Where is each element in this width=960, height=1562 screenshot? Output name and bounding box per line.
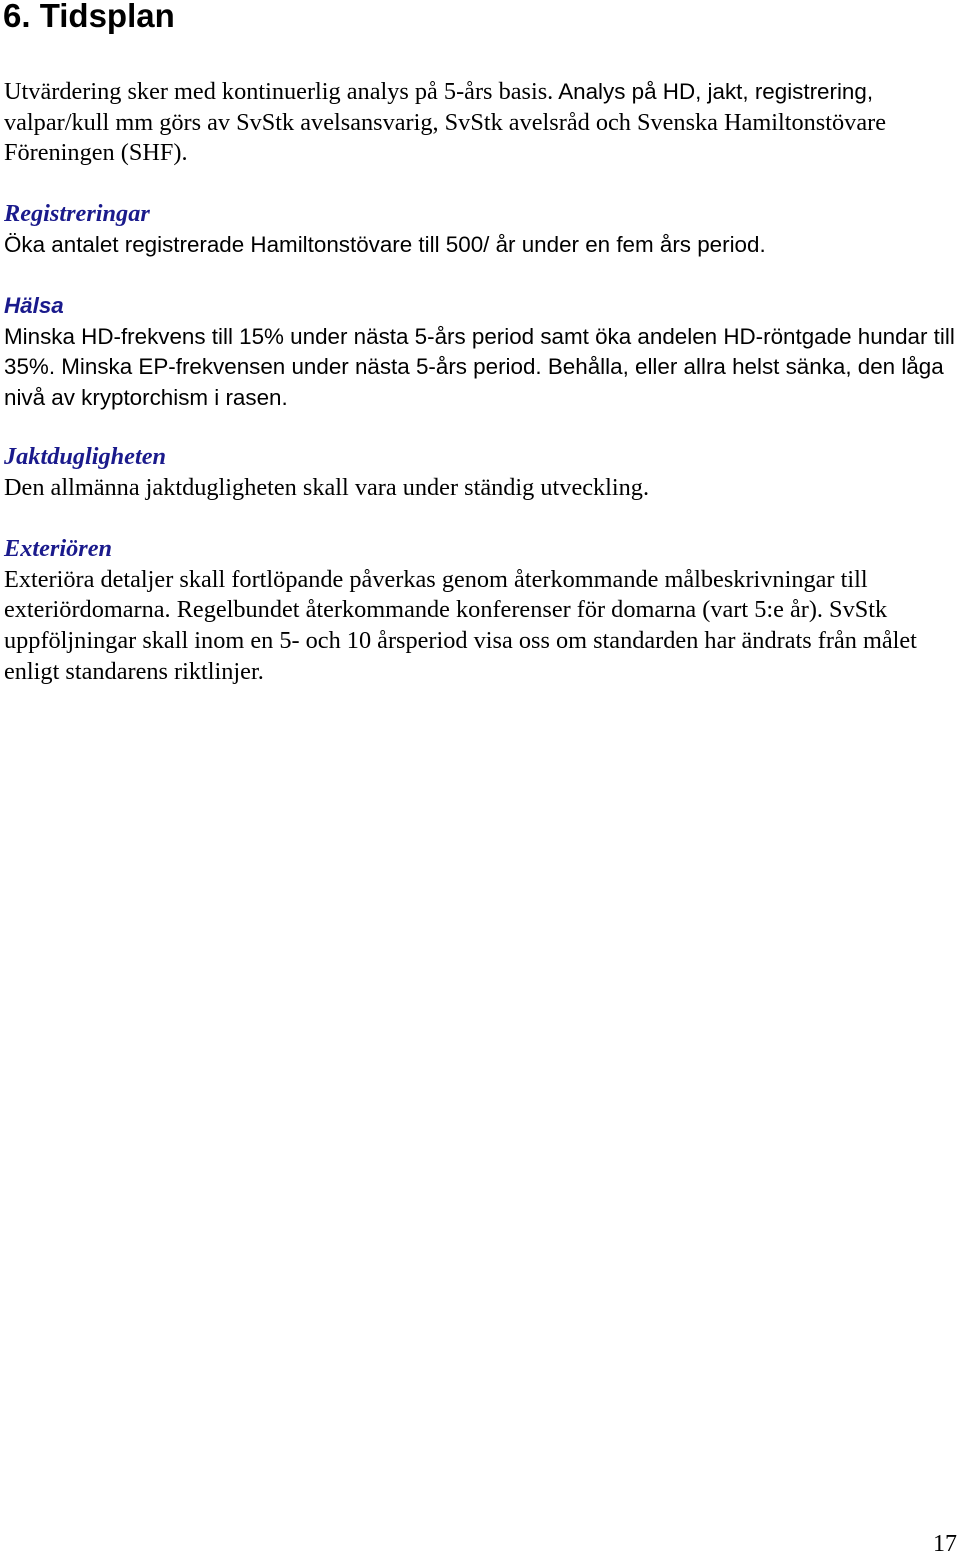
section-registreringar <box>4 199 960 260</box>
intro-text-sans: Analys på HD, jakt, registrering, <box>553 79 874 104</box>
intro-text-rest: valpar/kull mm görs av SvStk avelsansvarig, SvStk avelsråd och Svenska Hamiltonstövare Föreningen (SHF). <box>4 108 886 167</box>
section-body-halsa: Minska HD-frekvens till 15% under nästa 5-års period samt öka andelen HD-röntgade hundar till 35%. Minska EP-frekvensen under nästa 5-års period. Behålla, eller allra helst sänka, den låga nivå av kryptorchism i rasen. <box>4 323 955 411</box>
section-body-jaktdugligheten: Den allmänna jaktdugligheten skall vara under ständig utveckling. <box>4 473 650 501</box>
section-title-halsa: Hälsa <box>4 293 64 318</box>
intro-paragraph <box>4 77 960 169</box>
section-body-registreringar: Öka antalet registrerade Hamiltonstövare till 500/ år under en fem års period. <box>4 231 766 257</box>
section-halsa <box>4 291 960 414</box>
section-title-jaktdugligheten: Jaktdugligheten <box>4 443 166 470</box>
section-jaktdugligheten <box>4 442 960 503</box>
section-body-exterioren: Exteriöra detaljer skall fortlöpande påverkas genom återkommande målbeskrivningar till exteriördomarna. Regelbundet återkommande konferenser för domarna (vart 5:e år). SvStk uppföljningar skall inom en 5- och 10 årsperiod visa oss om standarden har ändrats från målet enligt standarens riktlinjer. <box>4 565 917 685</box>
section-exterioren <box>4 534 960 688</box>
section-title-registreringar: Registreringar <box>4 200 150 227</box>
page-title: 6. Tidsplan <box>3 0 175 34</box>
page-number: 17 <box>933 1531 957 1557</box>
section-title-exterioren: Exteriören <box>4 535 112 562</box>
intro-text-serif: Utvärdering sker med kontinuerlig analys på 5-års basis. <box>4 78 554 105</box>
